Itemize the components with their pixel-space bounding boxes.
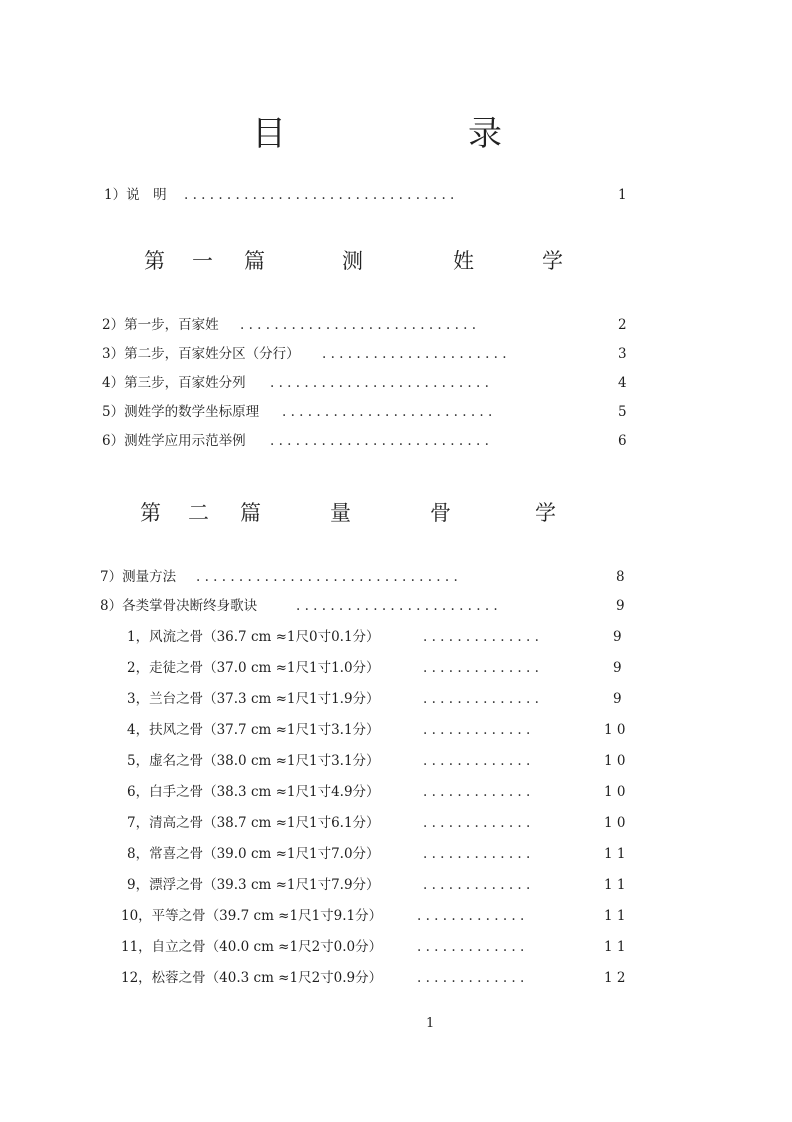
section-heading-char: 第	[144, 249, 165, 273]
toc-entry[interactable]	[0, 400, 792, 424]
toc-entry[interactable]	[0, 966, 792, 990]
toc-leader-dots: . . . . . . . . . . . . .	[423, 846, 535, 862]
toc-entry-label: 12，松蓉之骨（40.3 cm ≈1尺2寸0.9分）	[121, 970, 383, 986]
section-heading-char: 测	[342, 249, 363, 273]
toc-entry[interactable]	[0, 873, 792, 897]
page-number: 1	[426, 1016, 435, 1031]
toc-leader-dots: . . . . . . . . . . . . . . . . . . . . . .	[322, 346, 511, 362]
toc-entry[interactable]	[0, 904, 792, 928]
section-heading-char: 一	[192, 249, 213, 273]
toc-leader-dots: . . . . . . . . . . . . . . . . . . . . . . . . . .	[270, 433, 494, 449]
toc-entry-page: 1 0	[604, 815, 626, 831]
toc-entry-page: 9	[616, 598, 625, 614]
toc-entry[interactable]	[0, 780, 792, 804]
toc-entry-label: 10，平等之骨（39.7 cm ≈1尺1寸9.1分）	[121, 908, 383, 924]
toc-entry[interactable]	[0, 565, 792, 589]
toc-leader-dots: . . . . . . . . . . . . . . . . . . . . . . . . . . . . . . . .	[184, 187, 459, 203]
toc-entry[interactable]	[0, 625, 792, 649]
toc-entry-page: 9	[613, 629, 622, 645]
toc-entry[interactable]	[0, 842, 792, 866]
toc-entry-page: 1 1	[604, 877, 626, 893]
toc-entry-label: 5）测姓学的数学坐标原理	[102, 404, 260, 420]
toc-entry-page: 3	[618, 346, 627, 362]
toc-entry-page: 1 1	[604, 846, 626, 862]
toc-entry-page: 2	[618, 317, 627, 333]
toc-entry-page: 1 1	[604, 908, 626, 924]
toc-entry-page: 4	[618, 375, 627, 391]
toc-entry[interactable]	[0, 313, 792, 337]
toc-leader-dots: . . . . . . . . . . . . .	[423, 784, 535, 800]
toc-entry-label: 1，风流之骨（36.7 cm ≈1尺0寸0.1分）	[127, 629, 380, 645]
section-heading-char: 姓	[453, 249, 474, 273]
toc-entry[interactable]	[0, 656, 792, 680]
toc-leader-dots: . . . . . . . . . . . . . . . . . . . . . . . .	[296, 598, 502, 614]
toc-title-right-char: 录	[468, 114, 502, 154]
toc-entry-label: 6）测姓学应用示范举例	[102, 433, 246, 449]
toc-entry-page: 6	[618, 433, 627, 449]
toc-entry-label: 6，白手之骨（38.3 cm ≈1尺1寸4.9分）	[127, 784, 380, 800]
section-heading-char: 篇	[244, 249, 265, 273]
section-heading-char: 篇	[240, 501, 261, 525]
section-heading-char: 二	[188, 501, 209, 525]
toc-entry-page: 1 2	[604, 970, 626, 986]
toc-entry-label: 4）第三步，百家姓分列	[102, 375, 246, 391]
toc-leader-dots: . . . . . . . . . . . . .	[417, 908, 529, 924]
toc-entry-label: 8）各类掌骨决断终身歌诀	[100, 598, 258, 614]
toc-entry[interactable]	[0, 811, 792, 835]
toc-entry-label: 8，常喜之骨（39.0 cm ≈1尺1寸7.0分）	[127, 846, 380, 862]
toc-leader-dots: . . . . . . . . . . . . . .	[423, 660, 544, 676]
toc-leader-dots: . . . . . . . . . . . . .	[417, 970, 529, 986]
toc-entry-label: 5，虚名之骨（38.0 cm ≈1尺1寸3.1分）	[127, 753, 380, 769]
toc-entry[interactable]	[0, 371, 792, 395]
toc-entry-label: 2）第一步，百家姓	[102, 317, 219, 333]
toc-entry-label: 2，走徒之骨（37.0 cm ≈1尺1寸1.0分）	[127, 660, 380, 676]
toc-entry-page: 1 0	[604, 784, 626, 800]
section-heading-char: 量	[330, 501, 351, 525]
toc-entry-label: 11，自立之骨（40.0 cm ≈1尺2寸0.0分）	[121, 939, 383, 955]
toc-entry[interactable]	[0, 594, 792, 618]
toc-entry-page: 9	[613, 660, 622, 676]
toc-entry-label: 7，清高之骨（38.7 cm ≈1尺1寸6.1分）	[127, 815, 380, 831]
toc-entry-page: 1 0	[604, 753, 626, 769]
toc-leader-dots: . . . . . . . . . . . . . . . . . . . . . . . . . .	[270, 375, 494, 391]
toc-entry-label: 3，兰台之骨（37.3 cm ≈1尺1寸1.9分）	[127, 691, 380, 707]
toc-leader-dots: . . . . . . . . . . . . .	[423, 722, 535, 738]
toc-entry-page: 5	[618, 404, 627, 420]
section-heading-part2	[0, 496, 792, 530]
toc-entry-page: 1 1	[604, 939, 626, 955]
toc-entry-label: 1）说 明	[104, 187, 167, 203]
toc-entry-page: 1	[618, 187, 627, 203]
toc-entry[interactable]	[0, 935, 792, 959]
section-heading-char: 第	[140, 501, 161, 525]
toc-leader-dots: . . . . . . . . . . . . .	[423, 877, 535, 893]
toc-leader-dots: . . . . . . . . . . . . . .	[423, 691, 544, 707]
toc-entry-label: 4，扶风之骨（37.7 cm ≈1尺1寸3.1分）	[127, 722, 380, 738]
toc-entry[interactable]	[0, 429, 792, 453]
toc-entry-page: 1 0	[604, 722, 626, 738]
toc-entry-intro[interactable]	[0, 183, 792, 207]
toc-entry-page: 8	[616, 569, 625, 585]
toc-entry-label: 7）测量方法	[100, 569, 177, 585]
section-heading-char: 学	[535, 501, 556, 525]
toc-leader-dots: . . . . . . . . . . . . .	[423, 753, 535, 769]
toc-leader-dots: . . . . . . . . . . . . . .	[423, 629, 544, 645]
section-heading-char: 骨	[430, 501, 451, 525]
toc-leader-dots: . . . . . . . . . . . . .	[423, 815, 535, 831]
section-heading-char: 学	[542, 249, 563, 273]
toc-title-left-char: 目	[252, 114, 286, 154]
toc-entry-label: 9，漂浮之骨（39.3 cm ≈1尺1寸7.9分）	[127, 877, 380, 893]
toc-entry-page: 9	[613, 691, 622, 707]
toc-leader-dots: . . . . . . . . . . . . . . . . . . . . . . . . . . . . . . .	[196, 569, 463, 585]
toc-entry[interactable]	[0, 342, 792, 366]
toc-entry[interactable]	[0, 687, 792, 711]
toc-entry[interactable]	[0, 718, 792, 742]
toc-entry-label: 3）第二步，百家姓分区（分行）	[102, 346, 300, 362]
toc-entry[interactable]	[0, 749, 792, 773]
toc-leader-dots: . . . . . . . . . . . . . . . . . . . . . . . . . . . .	[240, 317, 481, 333]
section-heading-part1	[0, 244, 792, 278]
toc-leader-dots: . . . . . . . . . . . . .	[417, 939, 529, 955]
toc-leader-dots: . . . . . . . . . . . . . . . . . . . . . . . . .	[282, 404, 497, 420]
